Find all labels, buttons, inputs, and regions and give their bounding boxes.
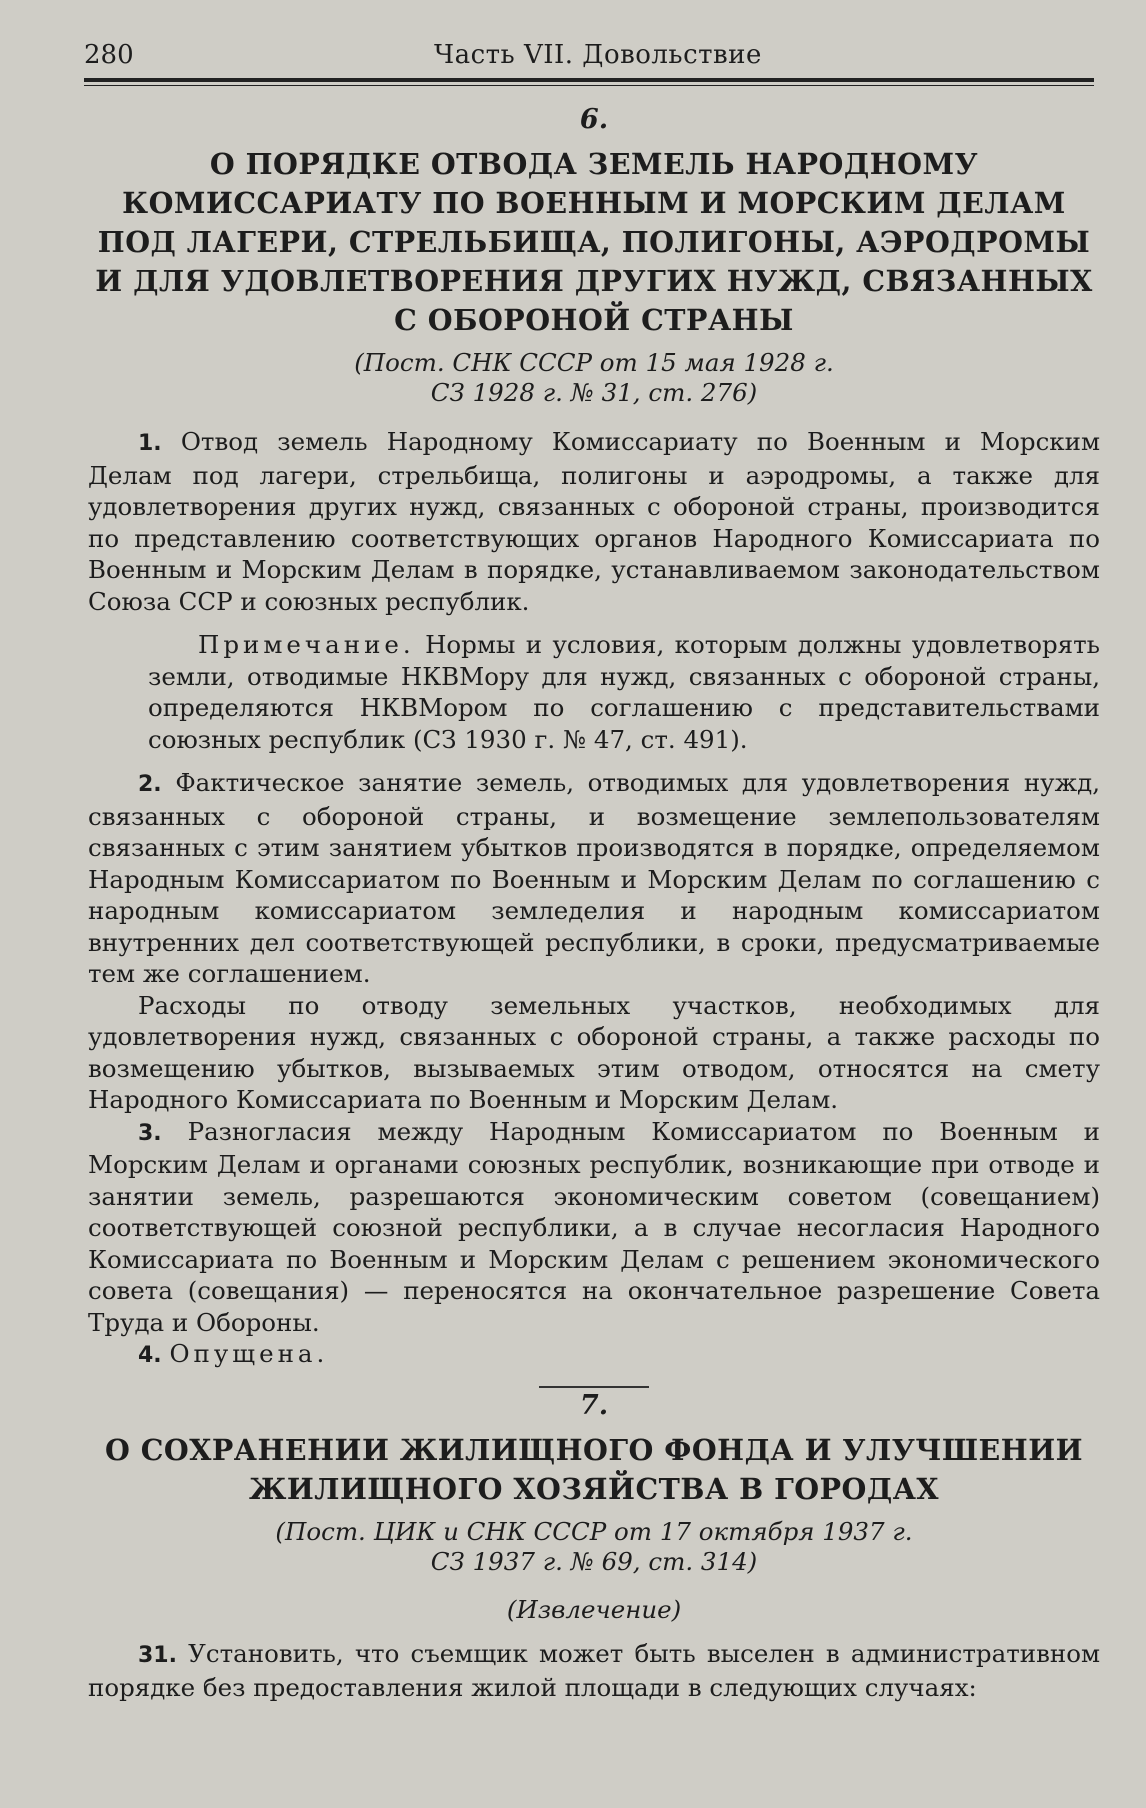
- paragraph-3: [88, 1116, 1100, 1339]
- note: [148, 629, 1100, 755]
- source-line: (Пост. СНК СССР от 15 мая 1928 г.: [354, 348, 834, 377]
- section-divider: [539, 1386, 649, 1388]
- section-number: 7.: [579, 1390, 609, 1421]
- page-number: 280: [84, 40, 134, 70]
- note-text: Нормы и условия, которым должны удовлетворять земли, отводимые НКВМору для нужд, связанных с обороной страны, определяются НКВМором по соглашению с представительствами союзных республик (СЗ 1930 г. № 47, ст. 491).: [148, 630, 1100, 754]
- paragraph-number: 3.: [138, 1120, 162, 1146]
- note-label: Примечание.: [198, 630, 415, 659]
- paragraph-2-continued: Расходы по отводу земельных участков, необходимых для удовлетворения нужд, связанных с обороной страны, а также расходы по возмещению убытков, вызываемых этим отводом, относятся на смету Народного Комиссариата по Военным и Морским Делам.: [88, 990, 1100, 1114]
- source-line: СЗ 1928 г. № 31, ст. 276): [430, 378, 758, 407]
- paragraph-number: 4.: [138, 1343, 162, 1368]
- header-rule-thick: [84, 78, 1094, 82]
- header-rule-thin: [84, 85, 1094, 86]
- paragraph-2: [88, 767, 1100, 990]
- section-title: О ПОРЯДКЕ ОТВОДА ЗЕМЕЛЬ НАРОДНОМУ КОМИССАРИАТУ ПО ВОЕННЫМ И МОРСКИМ ДЕЛАМ ПОД ЛАГЕРИ, СТРЕЛЬБИЩА, ПОЛИГОНЫ, АЭРОДРОМЫ И ДЛЯ УДОВЛЕТВОРЕНИЯ ДРУГИХ НУЖД, СВЯЗАННЫХ С ОБОРОНОЙ СТРАНЫ: [95, 147, 1093, 337]
- paragraph-4: [88, 1338, 1100, 1372]
- page-header: [84, 30, 1094, 86]
- paragraph-text: Установить, что съемщик может быть выселен в административном порядке без предоставления жилой площади в следующих случаях:: [88, 1639, 1101, 1702]
- source-citation: [88, 1517, 1100, 1577]
- paragraph-number: 1.: [138, 431, 162, 456]
- section-title: О СОХРАНЕНИИ ЖИЛИЩНОГО ФОНДА И УЛУЧШЕНИИ ЖИЛИЩНОГО ХОЗЯЙСТВА В ГОРОДАХ: [104, 1433, 1084, 1506]
- source-line: СЗ 1937 г. № 69, ст. 314): [430, 1547, 758, 1576]
- paragraph-text: Фактическое занятие земель, отводимых для удовлетворения нужд, связанных с обороной страны, и возмещение землепользователям связанных с этим занятием убытков производятся в порядке, определяемом Народным Комиссариатом по Военным и Морским Делам по соглашению с народным комиссариатом земледелия и народным комиссариатом внутренних дел соответствующей республики, в сроки, предусматриваемые тем же соглашением.: [88, 768, 1100, 988]
- extract-label: (Извлечение): [506, 1595, 682, 1624]
- paragraph-number: 31.: [138, 1643, 177, 1668]
- section-6: [88, 104, 1100, 1388]
- running-title: Часть VII. Довольствие: [434, 40, 762, 70]
- paragraph-1: [88, 426, 1100, 617]
- source-line: (Пост. ЦИК и СНК СССР от 17 октября 1937 г.: [275, 1517, 913, 1546]
- paragraph-number: 2.: [138, 772, 162, 797]
- source-citation: [88, 348, 1100, 408]
- section-number: 6.: [579, 104, 609, 135]
- paragraph-31: [88, 1638, 1100, 1703]
- paragraph-text: Отвод земель Народному Комиссариату по Военным и Морским Делам под лагери, стрельбища, полигоны и аэродромы, а также для удовлетворения других нужд, связанных с обороной страны, производится по представлению соответствующих органов Народного Комиссариата по Военным и Морским Делам в порядке, устанавливаемом законодательством Союза ССР и союзных республик.: [88, 427, 1101, 616]
- section-7: [88, 1390, 1100, 1703]
- paragraph-text: Опущена.: [169, 1339, 329, 1368]
- paragraph-text: Разногласия между Народным Комиссариатом по Военным и Морским Делам и органами союзных республик, возникающие при отводе и занятии земель, разрешаются экономическим советом (совещанием) соответствующей союзной республики, а в случае несогласия Народного Комиссариата по Военным и Морским Делам с решением экономического совета (совещания) — переносятся на окончательное разрешение Совета Труда и Обороны.: [88, 1116, 1100, 1337]
